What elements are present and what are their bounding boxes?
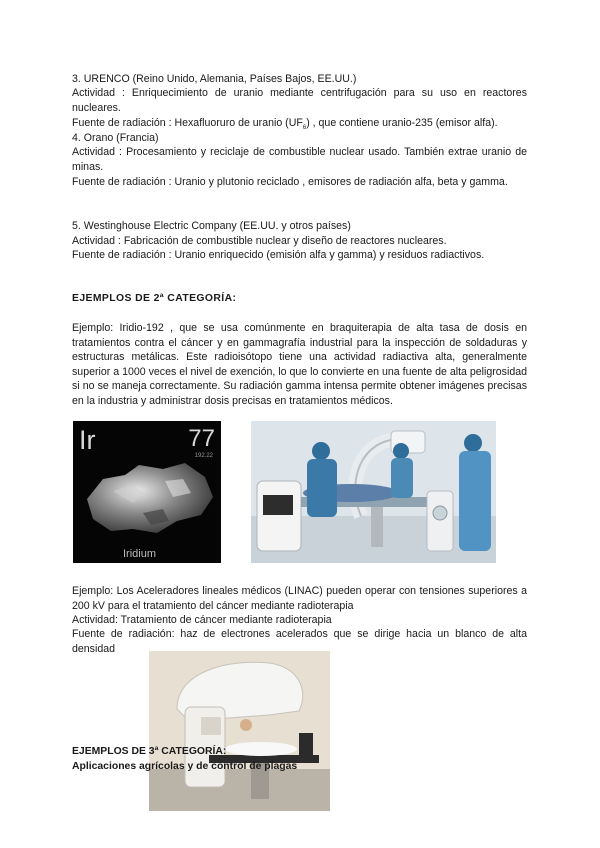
linac-activity: Actividad: Tratamiento de cáncer mediante radioterapia xyxy=(72,614,332,626)
orano-activity: Actividad : Procesamiento y reciclaje de combustible nuclear usado. También extrae uranio de minas. xyxy=(72,146,527,173)
urenco-activity: Actividad : Enriquecimiento de uranio mediante centrifugación para su uso en reactores nucleares. xyxy=(72,87,527,114)
iridium-image xyxy=(73,421,221,563)
brachytherapy-room-graphic xyxy=(251,421,496,563)
orano-source: Fuente de radiación : Uranio y plutonio reciclado , emisores de radiación alfa, beta y gamma. xyxy=(72,176,508,188)
orano-title: 4. Orano (Francia) xyxy=(72,132,159,144)
westinghouse-source: Fuente de radiación : Uranio enriquecido (emisión alfa y gamma) y residuos radiactivos. xyxy=(72,249,485,261)
urenco-source: Fuente de radiación : Hexafluoruro de uranio $(UF_6)$ , que contiene uranio-235 (emisor alfa). xyxy=(72,117,498,132)
category3-subheading: Aplicaciones agrícolas y de control de plagas xyxy=(72,761,298,772)
category3-heading: EJEMPLOS DE 3ª CATEGORÍA: xyxy=(72,746,227,757)
surgery-image xyxy=(251,421,496,563)
westinghouse-activity: Actividad : Fabricación de combustible nuclear y diseño de reactores nucleares. xyxy=(72,235,447,247)
linac-source: Fuente de radiación: haz de electrones acelerados que se dirige hacia un blanco de alta densidad xyxy=(72,628,527,655)
element-name: Iridium xyxy=(123,548,157,560)
urenco-title: 3. URENCO (Reino Unido, Alemania, Países Bajos, EE.UU.) xyxy=(72,73,357,85)
atomic-number: 77 xyxy=(188,425,215,452)
iridium-example: Ejemplo: Iridio-192 , que se usa comúnmente en braquiterapia de alta tasa de dosis en tratamientos contra el cáncer y en gammagrafía industrial para la inspección de soldaduras y estructuras metálicas. Este radioisótopo tiene una actividad radiactiva alta, generalmente superior a 1000 veces el nivel de exención, lo que lo convierte en una fuente de alta peligrosidad si no se maneja correctamente. Su radiación gamma intensa permite obtener imágenes precisas en la industria y administrar dosis precisas en tratamientos médicos. xyxy=(72,322,527,407)
category2-heading: EJEMPLOS DE 2ª CATEGORÍA: xyxy=(72,293,237,304)
linac-image xyxy=(149,651,330,811)
element-symbol: Ir xyxy=(79,425,96,455)
atomic-mass: 192.22 xyxy=(194,453,213,459)
westinghouse-title: 5. Westinghouse Electric Company (EE.UU. y otros países) xyxy=(72,220,351,232)
linac-example: Ejemplo: Los Aceleradores lineales médicos (LINAC) pueden operar con tensiones superiores a 200 kV para el tratamiento del cáncer mediante radioterapia xyxy=(72,585,527,612)
iridium-nugget-graphic xyxy=(73,421,221,563)
linac-machine-graphic xyxy=(149,651,330,811)
